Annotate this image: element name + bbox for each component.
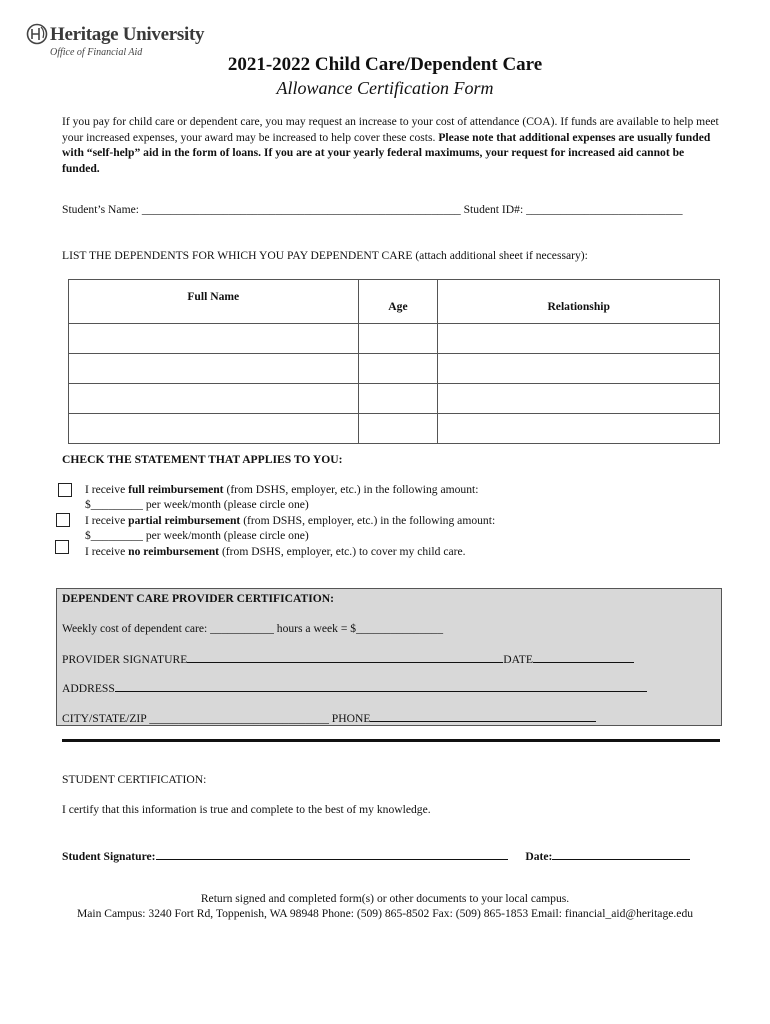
student-cert-heading: STUDENT CERTIFICATION: [62, 773, 207, 786]
heritage-logo-icon [26, 22, 48, 46]
provider-phone-label: PHONE [328, 712, 371, 725]
provider-address-label: ADDRESS [62, 682, 115, 695]
table-row [69, 354, 720, 384]
table-header-row [69, 280, 720, 324]
student-id-label: Student ID#: [460, 203, 527, 216]
provider-date-field[interactable] [533, 651, 634, 663]
full-reimbursement-checkbox[interactable] [58, 483, 72, 497]
age-cell[interactable] [358, 384, 438, 414]
relationship-cell[interactable] [438, 384, 720, 414]
provider-city-line [62, 710, 596, 725]
partial-reimbursement-amount[interactable]: $_________ per week/month (please circle one) [85, 529, 309, 542]
provider-heading: DEPENDENT CARE PROVIDER CERTIFICATION: [62, 592, 334, 605]
provider-address-field[interactable] [115, 680, 647, 692]
column-header-age: Age [358, 280, 438, 324]
age-cell[interactable] [358, 354, 438, 384]
office-name: Office of Financial Aid [50, 47, 143, 58]
university-name: Heritage University [50, 24, 205, 45]
full-name-cell[interactable] [69, 324, 359, 354]
student-date-label: Date: [525, 850, 553, 863]
footer-contact-info: Main Campus: 3240 Fort Rd, Toppenish, WA 98948 Phone: (509) 865-8502 Fax: (509) 865-1853 Email: financial_aid@heritage.edu [76, 907, 694, 920]
student-info-line [62, 203, 683, 216]
dependents-table [68, 279, 720, 444]
column-header-relationship: Relationship [438, 280, 720, 324]
form-title: 2021-2022 Child Care/Dependent Care [227, 54, 543, 75]
partial-reimbursement-checkbox[interactable] [56, 513, 70, 527]
weekly-cost-field[interactable]: Weekly cost of dependent care: ___________ hours a week = $_______________ [62, 622, 444, 635]
provider-city-field[interactable]: _______________________________ [149, 712, 329, 725]
provider-date-label: DATE [503, 653, 533, 666]
table-row [69, 324, 720, 354]
table-row [69, 414, 720, 444]
student-id-field[interactable]: ___________________________ [526, 203, 683, 216]
footer-return-note: Return signed and completed form(s) or other documents to your local campus. [200, 892, 570, 905]
provider-signature-field[interactable] [187, 651, 503, 663]
full-name-cell[interactable] [69, 384, 359, 414]
student-signature-line [62, 848, 690, 863]
table-row [69, 384, 720, 414]
no-reimbursement-checkbox[interactable] [55, 540, 69, 554]
form-subtitle: Allowance Certification Form [276, 78, 494, 98]
student-signature-label: Student Signature: [62, 850, 156, 863]
section-divider [62, 739, 720, 742]
relationship-cell[interactable] [438, 324, 720, 354]
student-date-field[interactable] [552, 848, 690, 860]
full-reimbursement-statement: I receive full reimbursement (from DSHS, employer, etc.) in the following amount: [85, 483, 479, 496]
student-cert-statement: I certify that this information is true and complete to the best of my knowledge. [62, 803, 431, 816]
provider-signature-label: PROVIDER SIGNATURE [62, 653, 188, 666]
statement-heading: CHECK THE STATEMENT THAT APPLIES TO YOU: [62, 453, 343, 466]
student-name-field[interactable]: _______________________________________________________ [141, 203, 461, 216]
age-cell[interactable] [358, 414, 438, 444]
age-cell[interactable] [358, 324, 438, 354]
provider-phone-field[interactable] [370, 710, 596, 722]
student-signature-field[interactable] [156, 848, 508, 860]
full-name-cell[interactable] [69, 414, 359, 444]
full-name-cell[interactable] [69, 354, 359, 384]
provider-city-label: CITY/STATE/ZIP [62, 712, 150, 725]
provider-address-line [62, 680, 647, 695]
relationship-cell[interactable] [438, 414, 720, 444]
no-reimbursement-statement: I receive no reimbursement (from DSHS, employer, etc.) to cover my child care. [85, 545, 466, 558]
student-name-label: Student’s Name: [62, 203, 142, 216]
partial-reimbursement-statement: I receive partial reimbursement (from DSHS, employer, etc.) in the following amount: [85, 514, 496, 527]
intro-paragraph [62, 114, 722, 176]
dependents-heading: LIST THE DEPENDENTS FOR WHICH YOU PAY DEPENDENT CARE (attach additional sheet if necessary): [62, 249, 588, 262]
column-header-full-name: Full Name [69, 280, 359, 324]
full-reimbursement-amount[interactable]: $_________ per week/month (please circle one) [85, 498, 309, 511]
intro-note: Please note that additional expenses are usually funded with “self-help” aid in the form of loans. If you are at your yearly federal maximums, your request for increased aid cannot be funded. [62, 130, 711, 175]
intro-text: If you pay for child care or dependent care, you may request an increase to your cost of attendance (COA). If funds are available to help meet your increased expenses, your award may be increased to help cover these costs. [62, 115, 719, 144]
provider-signature-line [62, 651, 634, 666]
relationship-cell[interactable] [438, 354, 720, 384]
